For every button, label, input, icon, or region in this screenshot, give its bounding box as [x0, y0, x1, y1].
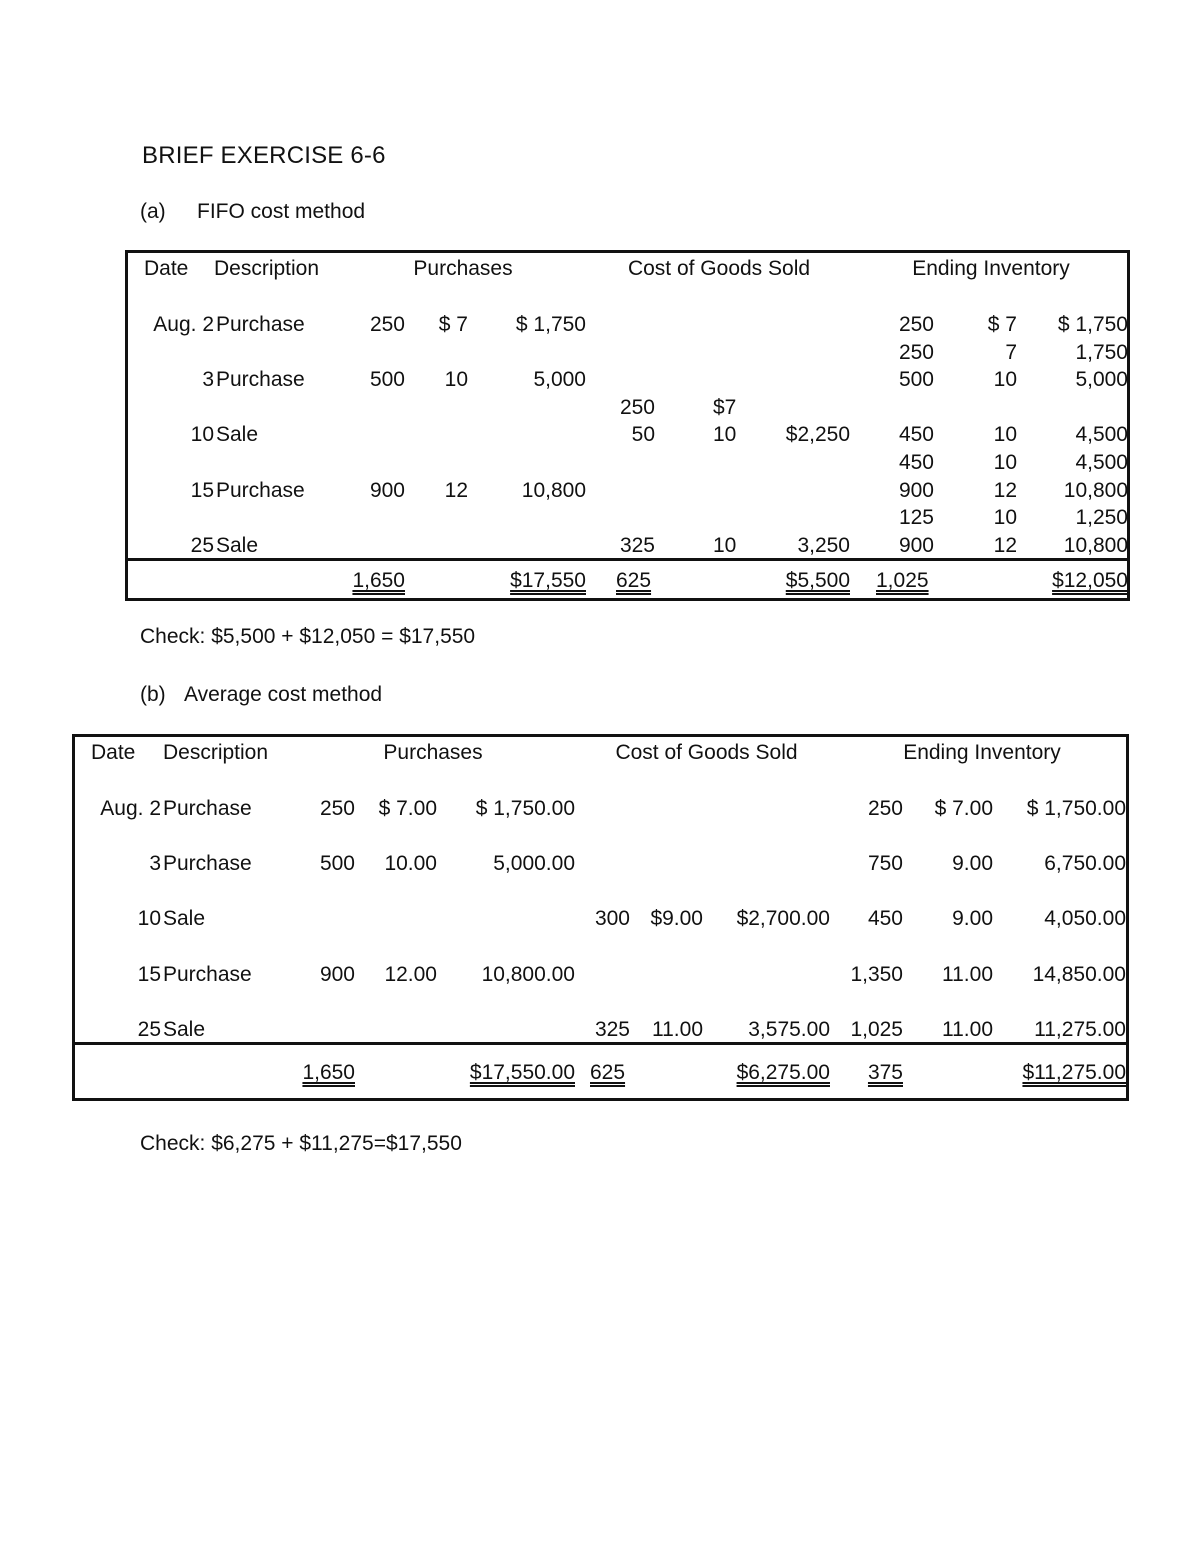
cell-c-units: 300 — [594, 907, 630, 931]
column-rule — [591, 598, 655, 601]
header-purchases: Purchases — [413, 257, 513, 280]
cell-e-units: 250 — [898, 313, 934, 336]
header-cogs: Cost of Goods Sold — [615, 741, 798, 764]
column-rule — [591, 250, 655, 253]
section-b-caption: Average cost method — [184, 683, 383, 706]
cell-p-total: 10,800.00 — [481, 962, 575, 986]
row-description: Purchase — [216, 313, 305, 336]
column-rule — [583, 1098, 633, 1101]
cell-e-cost: 10 — [993, 506, 1017, 530]
header-description: Description — [214, 257, 320, 280]
column-rule — [660, 250, 739, 253]
average-cost-table — [72, 734, 1129, 1101]
column-rule — [449, 1098, 578, 1101]
row-date: 25 — [190, 533, 214, 557]
column-rule — [478, 598, 586, 601]
page-title: BRIEF EXERCISE 6-6 — [142, 142, 386, 169]
cell-e-cost: 7 — [1005, 340, 1017, 364]
column-rule — [290, 734, 355, 737]
column-rule — [716, 734, 832, 737]
cell-p-cost: $ 7 — [438, 313, 468, 336]
column-rule — [1006, 734, 1129, 737]
cell-p-total: $ 1,750.00 — [475, 797, 575, 820]
total-e-units: 375 — [867, 1061, 903, 1084]
row-date: Aug. 2 — [153, 313, 214, 336]
row-date: 15 — [137, 962, 161, 986]
cell-e-total: 5,000 — [1075, 368, 1128, 392]
row-description: Purchase — [163, 962, 252, 986]
cell-e-units: 450 — [898, 451, 934, 474]
cell-c-cost: 10 — [713, 423, 737, 447]
column-rule — [75, 1098, 160, 1101]
cell-c-units: 325 — [619, 533, 655, 557]
cell-c-cost: 10 — [713, 533, 737, 557]
cell-e-cost: 9.00 — [952, 852, 993, 876]
totals-divider — [128, 558, 1130, 561]
column-rule — [660, 598, 739, 601]
cell-c-units: 325 — [594, 1017, 630, 1041]
cell-e-total: 10,800 — [1063, 533, 1128, 557]
total-e-total: $11,275.00 — [1022, 1061, 1126, 1084]
cell-p-units: 900 — [319, 962, 355, 986]
column-rule — [342, 598, 405, 601]
column-rule — [939, 250, 1017, 253]
column-rule — [855, 598, 934, 601]
column-rule — [1022, 598, 1130, 601]
total-c-units: 625 — [590, 1061, 626, 1084]
cell-c-total: $2,700.00 — [736, 907, 830, 931]
column-rule — [716, 1098, 832, 1101]
cell-e-total: $ 1,750.00 — [1026, 797, 1126, 820]
column-rule — [478, 250, 586, 253]
row-date: 3 — [202, 368, 214, 392]
cell-e-units: 900 — [898, 478, 934, 502]
cell-e-units: 450 — [867, 907, 903, 931]
header-ending-inventory: Ending Inventory — [912, 257, 1070, 280]
column-rule — [939, 598, 1017, 601]
cell-e-units: 450 — [898, 423, 934, 447]
total-p-total: $17,550 — [510, 569, 586, 592]
row-description: Purchase — [163, 797, 252, 820]
cell-p-cost: 12.00 — [384, 962, 437, 986]
cell-e-units: 1,350 — [850, 962, 903, 986]
cell-e-total: 14,850.00 — [1032, 962, 1126, 986]
cell-p-units: 250 — [369, 313, 405, 336]
fifo-table — [125, 250, 1130, 601]
cell-e-units: 750 — [867, 852, 903, 876]
row-description: Sale — [163, 1017, 206, 1041]
column-rule — [638, 1098, 711, 1101]
total-c-total: $6,275.00 — [736, 1061, 830, 1084]
cell-e-units: 500 — [898, 368, 934, 392]
cell-p-total: 10,800 — [521, 478, 586, 502]
column-rule — [165, 1098, 285, 1101]
total-c-total: $5,500 — [785, 569, 850, 592]
cell-e-total: 10,800 — [1063, 478, 1128, 502]
cell-e-total: 11,275.00 — [1034, 1017, 1126, 1041]
cell-e-cost: 12 — [993, 533, 1017, 557]
cell-p-units: 500 — [369, 368, 405, 392]
cell-p-units: 500 — [319, 852, 355, 876]
cell-c-units: 50 — [631, 423, 655, 447]
section-a-check: Check: $5,500 + $12,050 = $17,550 — [140, 625, 476, 648]
cell-e-cost: 11.00 — [942, 1017, 993, 1041]
column-rule — [360, 1098, 444, 1101]
column-rule — [638, 734, 711, 737]
column-rule — [855, 250, 934, 253]
column-rule — [165, 734, 285, 737]
column-rule — [215, 250, 337, 253]
cell-p-total: 5,000 — [533, 368, 586, 392]
cell-e-units: 250 — [867, 797, 903, 820]
cell-e-units: 1,025 — [850, 1017, 903, 1041]
column-rule — [744, 250, 850, 253]
header-date: Date — [144, 257, 189, 280]
section-a-caption: FIFO cost method — [197, 200, 366, 223]
column-rule — [410, 250, 474, 253]
cell-e-total: $ 1,750 — [1057, 313, 1128, 336]
cell-e-cost: 10 — [993, 451, 1017, 474]
total-p-units: 1,650 — [302, 1061, 355, 1084]
cell-e-total: 4,050.00 — [1044, 907, 1126, 931]
cell-e-total: 6,750.00 — [1044, 852, 1126, 876]
row-description: Purchase — [163, 852, 252, 876]
total-p-units: 1,650 — [352, 569, 405, 592]
cell-c-cost: 11.00 — [652, 1017, 703, 1041]
cell-c-cost: $7 — [713, 395, 737, 419]
cell-c-total: 3,250 — [797, 533, 850, 557]
cell-p-total: $ 1,750 — [515, 313, 586, 336]
totals-divider — [75, 1042, 1129, 1045]
cell-p-cost: 10 — [444, 368, 468, 392]
column-rule — [837, 1098, 903, 1101]
cell-e-cost: 12 — [993, 478, 1017, 502]
column-rule — [449, 734, 578, 737]
cell-e-cost: 11.00 — [942, 962, 993, 986]
cell-p-units: 900 — [369, 478, 405, 502]
cell-p-cost: $ 7.00 — [378, 797, 437, 820]
cell-e-cost: 10 — [993, 423, 1017, 447]
row-date: 10 — [190, 423, 214, 447]
column-rule — [837, 734, 903, 737]
column-rule — [410, 598, 474, 601]
cell-e-units: 900 — [898, 533, 934, 557]
header-description: Description — [163, 741, 269, 764]
row-description: Sale — [216, 533, 259, 557]
column-rule — [128, 598, 211, 601]
cell-e-total: 4,500 — [1075, 423, 1128, 447]
cell-e-cost: $ 7.00 — [934, 797, 993, 820]
total-p-total: $17,550.00 — [469, 1061, 575, 1084]
column-rule — [75, 734, 160, 737]
column-rule — [342, 250, 405, 253]
cell-c-total: 3,575.00 — [748, 1017, 830, 1041]
header-purchases: Purchases — [383, 741, 483, 764]
row-date: 25 — [137, 1017, 161, 1041]
header-date: Date — [91, 741, 136, 764]
cell-e-units: 125 — [898, 506, 934, 530]
column-rule — [744, 598, 850, 601]
cell-e-total: 1,250 — [1075, 506, 1128, 530]
cell-e-total: 4,500 — [1075, 451, 1128, 474]
cell-p-cost: 12 — [444, 478, 468, 502]
row-description: Sale — [216, 423, 259, 447]
row-description: Purchase — [216, 478, 305, 502]
cell-c-cost: $9.00 — [650, 907, 703, 931]
cell-p-total: 5,000.00 — [493, 852, 575, 876]
column-rule — [360, 734, 444, 737]
column-rule — [1006, 1098, 1129, 1101]
column-rule — [215, 598, 337, 601]
column-rule — [583, 734, 633, 737]
column-rule — [908, 734, 1001, 737]
total-c-units: 625 — [616, 569, 652, 592]
cell-e-cost: 9.00 — [952, 907, 993, 931]
cell-e-total: 1,750 — [1075, 340, 1128, 364]
row-date: 15 — [190, 478, 214, 502]
header-cogs: Cost of Goods Sold — [627, 257, 811, 280]
cell-p-cost: 10.00 — [384, 852, 437, 876]
column-rule — [908, 1098, 1001, 1101]
cell-e-cost: $ 7 — [987, 313, 1017, 336]
row-date: Aug. 2 — [100, 797, 161, 820]
cell-e-units: 250 — [898, 340, 934, 364]
cell-p-units: 250 — [319, 797, 355, 820]
section-a-label: (a) — [140, 200, 166, 223]
total-e-units: 1,025 — [876, 569, 929, 592]
cell-c-units: 250 — [619, 395, 655, 419]
cell-e-cost: 10 — [993, 368, 1017, 392]
total-e-total: $12,050 — [1052, 569, 1128, 592]
section-b-label: (b) — [140, 683, 166, 706]
section-b-check: Check: $6,275 + $11,275=$17,550 — [140, 1132, 462, 1155]
row-description: Purchase — [216, 368, 305, 392]
row-date: 3 — [149, 852, 161, 876]
row-description: Sale — [163, 907, 206, 931]
column-rule — [1022, 250, 1130, 253]
row-date: 10 — [137, 907, 161, 931]
column-rule — [128, 250, 211, 253]
column-rule — [290, 1098, 355, 1101]
header-ending-inventory: Ending Inventory — [903, 741, 1061, 764]
cell-c-total: $2,250 — [785, 423, 850, 447]
